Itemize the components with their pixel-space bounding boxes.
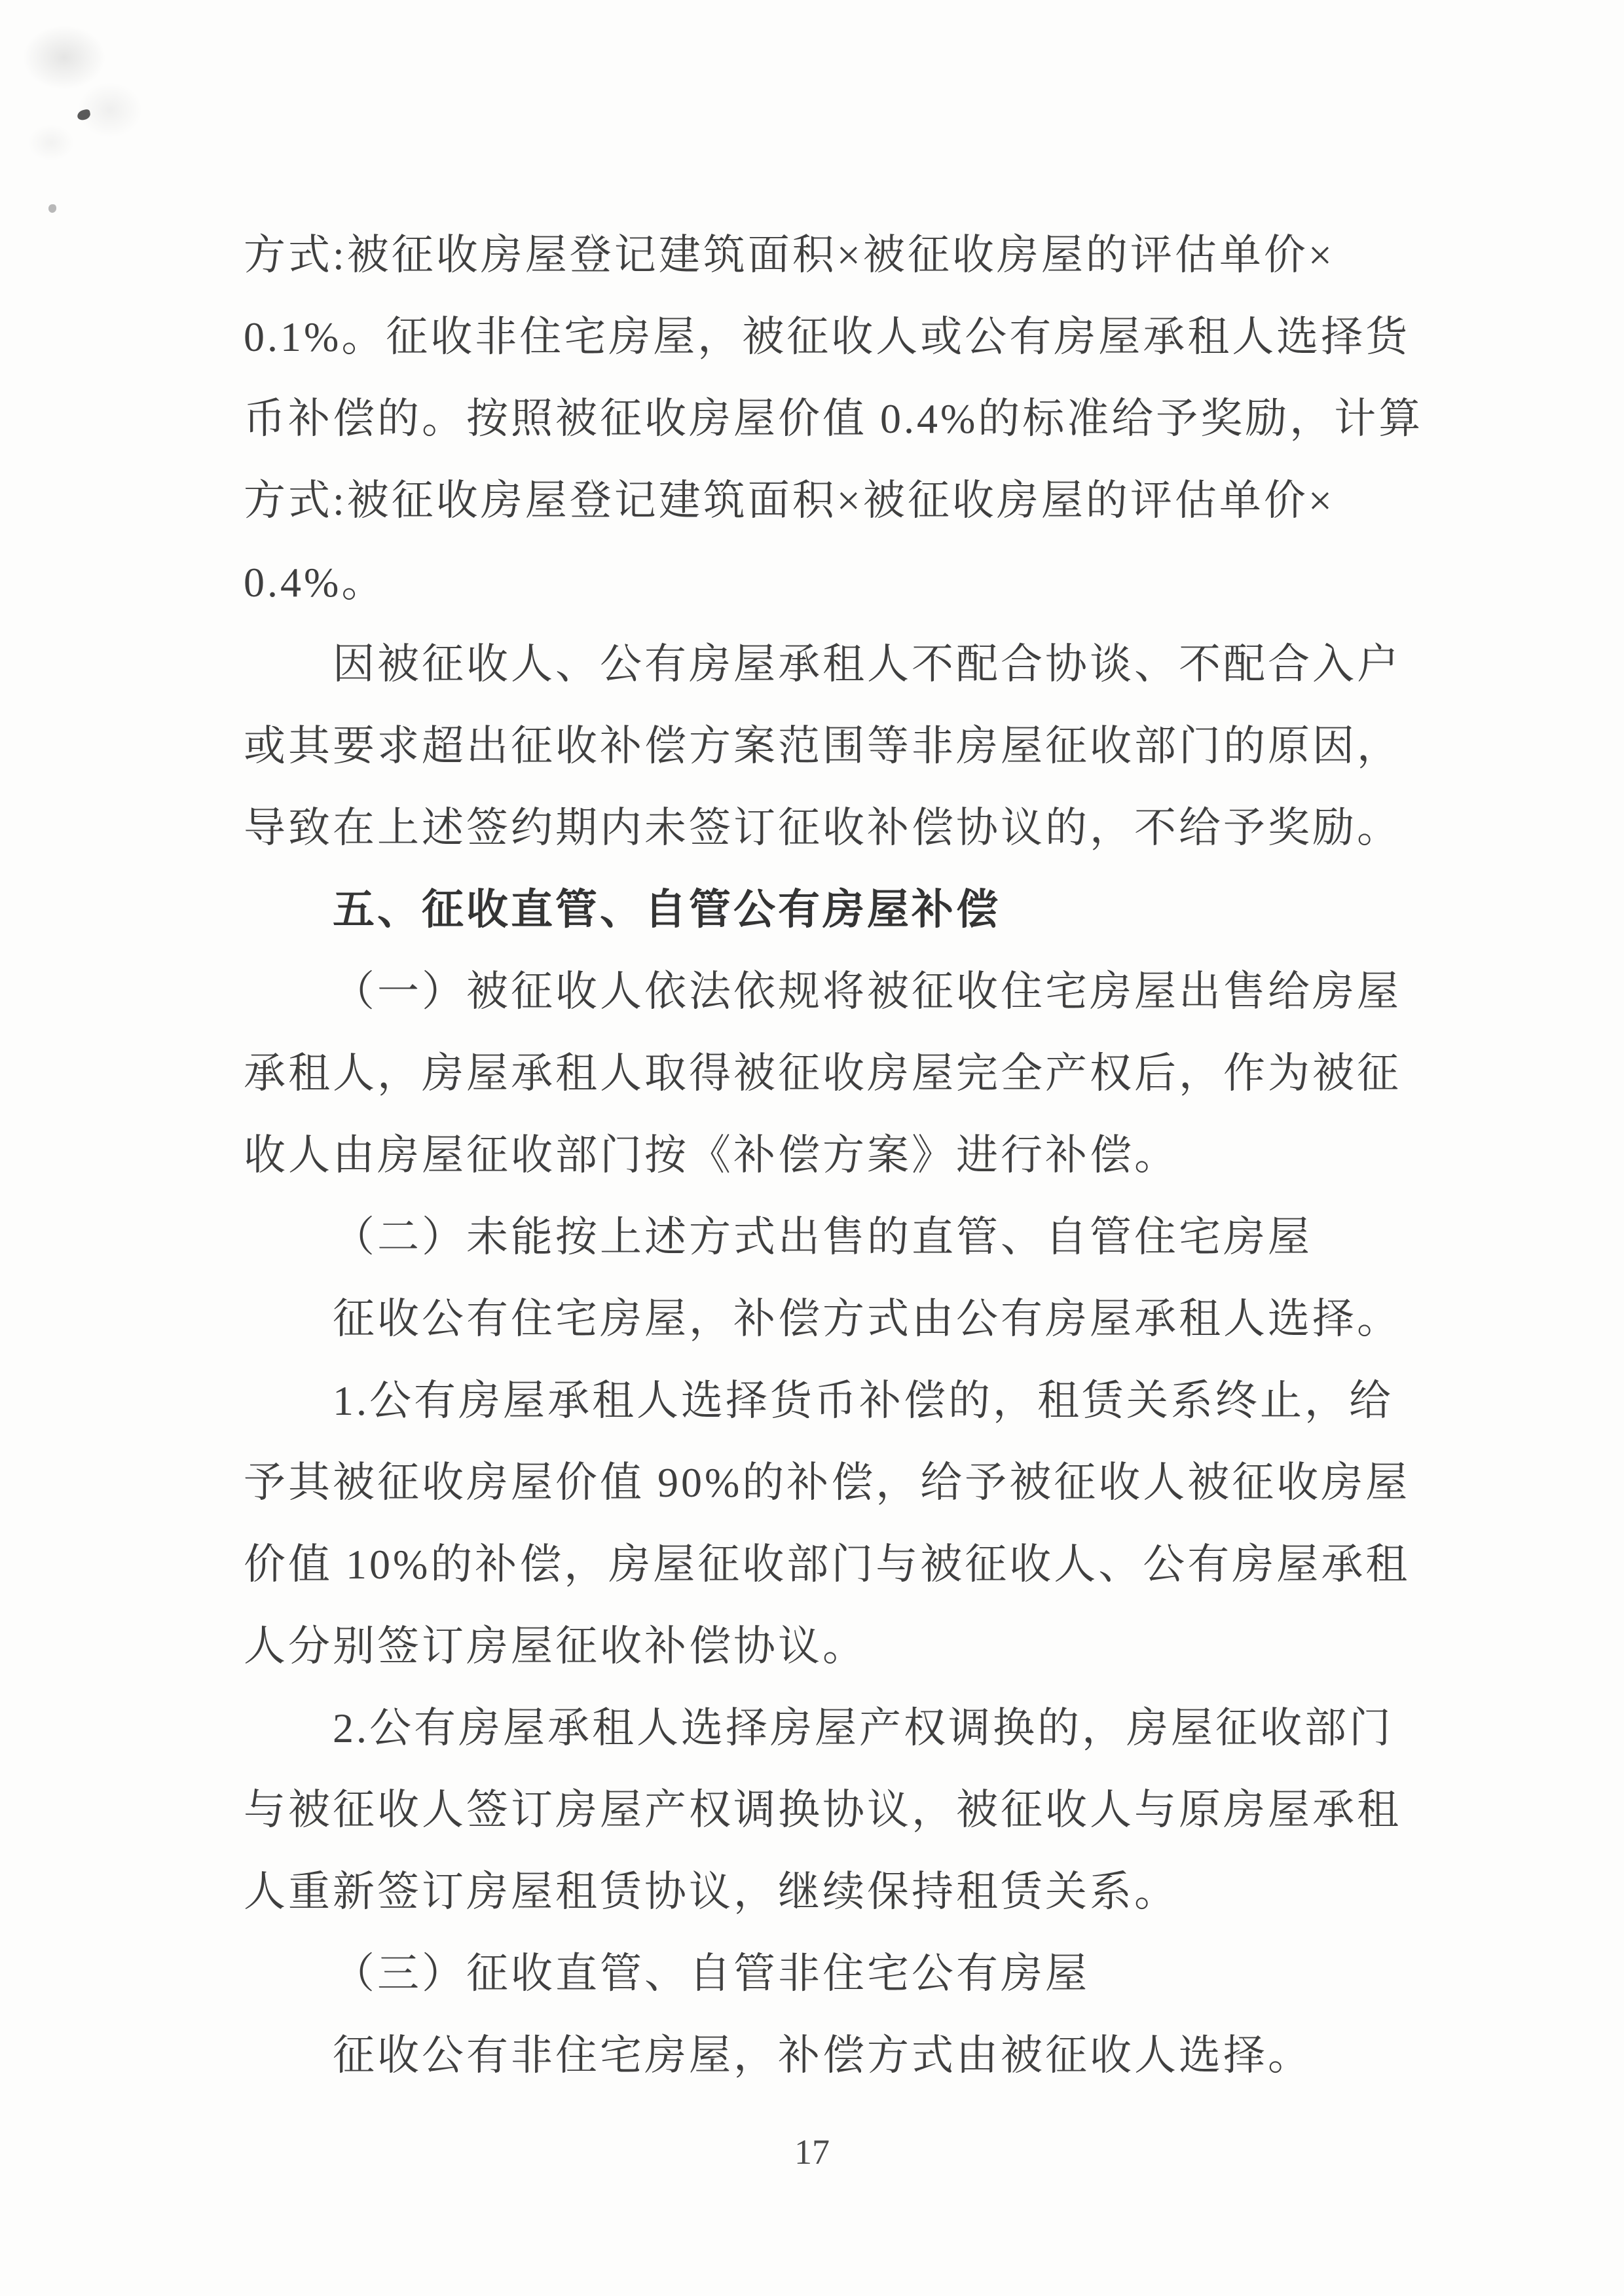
doc-line: 0.1%。征收非住宅房屋，被征收人或公有房屋承租人选择货 [244,314,1411,360]
doc-line: 因被征收人、公有房屋承租人不配合协谈、不配合入户 [333,641,1401,687]
doc-line: 价值 10%的补偿，房屋征收部门与被征收人、公有房屋承租 [244,1541,1411,1588]
doc-line: 方式:被征收房屋登记建筑面积×被征收房屋的评估单价× [244,232,1335,278]
doc-line: 征收公有住宅房屋，补偿方式由公有房屋承租人选择。 [333,1296,1401,1342]
scan-smudge [12,12,182,208]
doc-line: 币补偿的。按照被征收房屋价值 0.4%的标准给予奖励，计算 [244,395,1424,442]
doc-line: 方式:被征收房屋登记建筑面积×被征收房屋的评估单价× [244,477,1335,524]
doc-line: 征收公有非住宅房屋，补偿方式由被征收人选择。 [333,2032,1312,2079]
doc-line: 0.4%。 [244,559,386,606]
doc-line: 人重新签订房屋租赁协议，继续保持租赁关系。 [244,1868,1179,1915]
doc-line: 承租人，房屋承租人取得被征收房屋完全产权后，作为被征 [244,1050,1401,1097]
doc-line: 1.公有房屋承租人选择货币补偿的，租赁关系终止，给 [333,1377,1393,1424]
doc-line: 2.公有房屋承租人选择房屋产权调换的，房屋征收部门 [333,1705,1393,1751]
doc-line: （二）未能按上述方式出售的直管、自管住宅房屋 [333,1214,1312,1260]
doc-line: 人分别签订房屋征收补偿协议。 [244,1623,867,1669]
doc-line: 或其要求超出征收补偿方案范围等非房屋征收部门的原因， [244,723,1401,769]
section-heading: 五、征收直管、自管公有房屋补偿 [333,886,1001,933]
doc-line: 导致在上述签约期内未签订征收补偿协议的，不给予奖励。 [244,805,1401,851]
scan-speck [48,204,56,213]
doc-line: （三）征收直管、自管非住宅公有房屋 [333,1950,1090,1997]
doc-line: 收人由房屋征收部门按《补偿方案》进行补偿。 [244,1132,1179,1178]
doc-line: （一）被征收人依法依规将被征收住宅房屋出售给房屋 [333,968,1401,1015]
doc-line: 与被征收人签订房屋产权调换协议，被征收人与原房屋承租 [244,1787,1401,1833]
scan-speck [77,109,92,121]
page-number: 17 [794,2132,830,2172]
doc-line: 予其被征收房屋价值 90%的补偿，给予被征收人被征收房屋 [244,1459,1411,1506]
text-block [244,214,1424,2096]
